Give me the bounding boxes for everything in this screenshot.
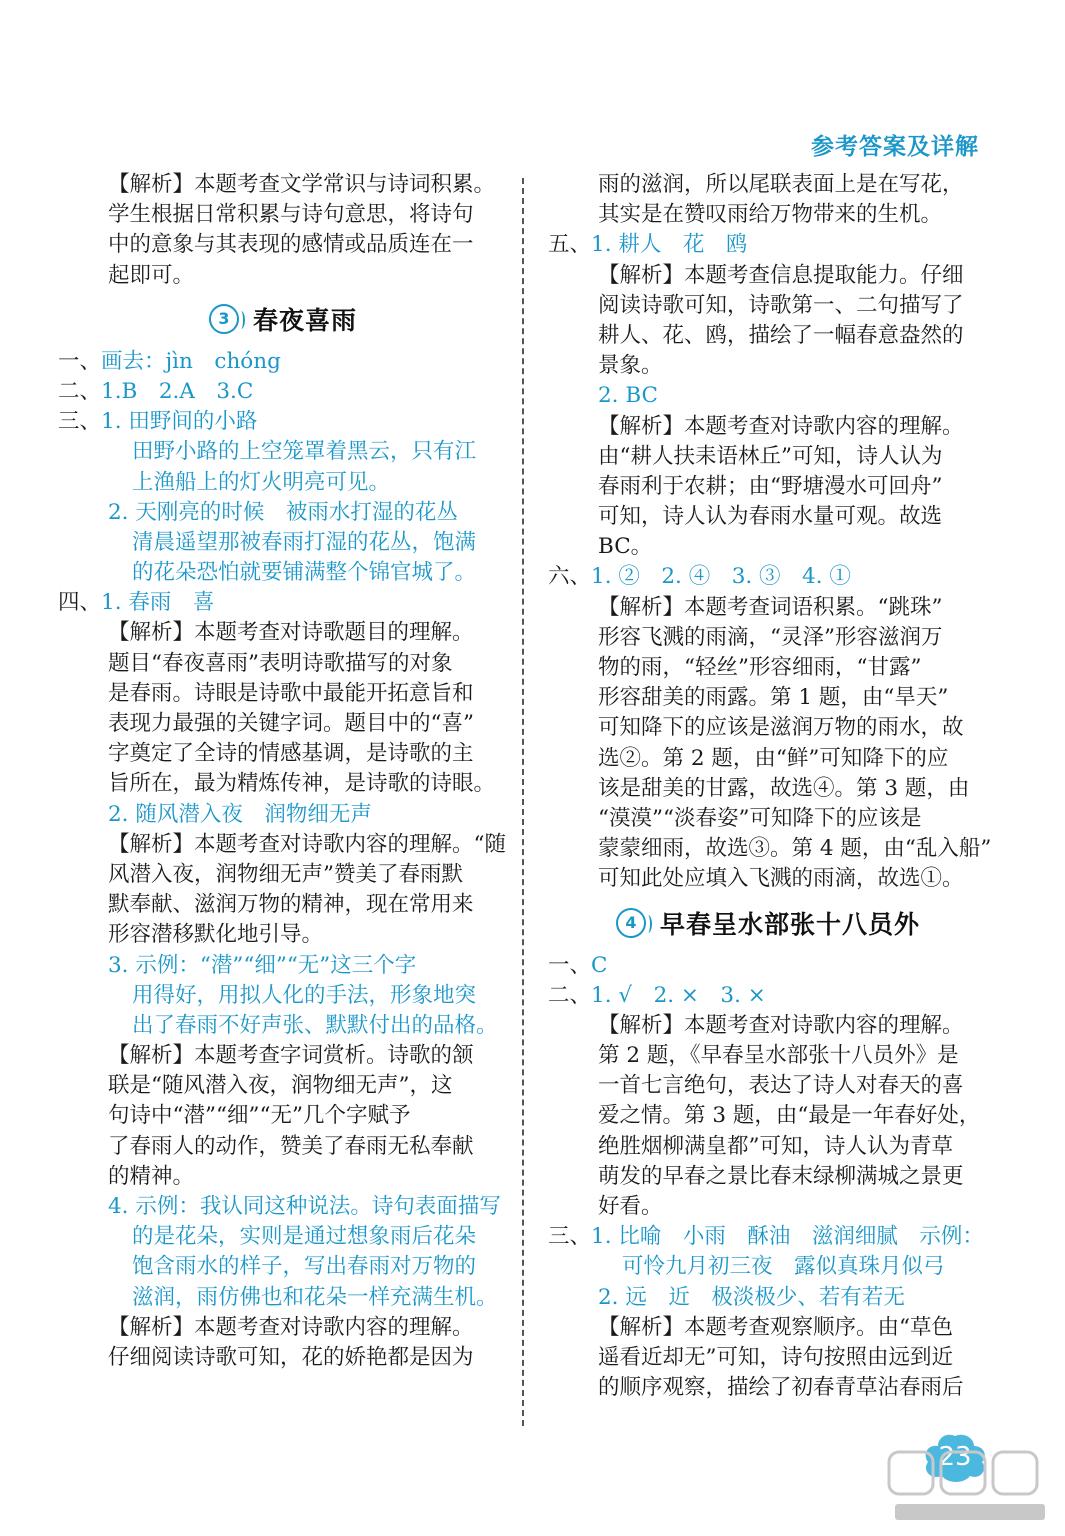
- text-line: [58, 1101, 508, 1131]
- text-line: [548, 1252, 988, 1282]
- text-line: [58, 170, 508, 200]
- text-line: [548, 321, 988, 351]
- text-line: [58, 1343, 508, 1373]
- text-line: [548, 351, 988, 381]
- answer-text: 田野小路的上空笼罩着黑云，只有江: [132, 439, 477, 465]
- answer-text: 2. BC: [598, 383, 658, 409]
- text-line: [58, 1162, 508, 1192]
- answer-text: 画去：jìn chóng: [101, 348, 281, 374]
- section-title: [548, 895, 988, 951]
- explanation-text: 好看。: [598, 1194, 663, 1219]
- explanation-text: 【解析】本题考查文学常识与诗词积累。: [108, 172, 496, 197]
- text-line: [58, 407, 508, 437]
- explanation-text: 的顺序观察，描绘了初春青草沾春雨后: [598, 1375, 964, 1401]
- explanation-text: 爱之情。第 3 题，由“最是一年春好处，: [598, 1103, 981, 1129]
- question-label: 一、: [548, 952, 592, 978]
- answer-text: 的花朵恐怕就要铺满整个锦官城了。: [132, 560, 477, 586]
- answer-text: 2. 天刚亮的时候 被雨水打湿的花丛: [108, 499, 458, 525]
- explanation-text: 【解析】本题考查对诗歌题目的理解。: [108, 620, 474, 646]
- explanation-text: 耕人、花、鸥，描绘了一幅春意盎然的: [598, 322, 964, 348]
- text-line: [548, 1071, 988, 1101]
- explanation-text: 字奠定了全诗的情感基调，是诗歌的主: [108, 741, 474, 767]
- text-line: [548, 1313, 988, 1343]
- answer-text: 1. 比喻 小雨 酥油 滋润细腻 示例：: [591, 1224, 984, 1250]
- section-title-text: 早春呈水部张十八员外: [659, 909, 920, 939]
- explanation-text: 【解析】本题考查观察顺序。由“草色: [598, 1314, 953, 1340]
- explanation-text: 由“耕人扶耒语林丘”可知，诗人认为: [598, 443, 943, 469]
- explanation-text: 该是甜美的甘露，故选④。第 3 题，由: [598, 775, 970, 801]
- text-line: [58, 498, 508, 528]
- explanation-text: 的精神。: [108, 1163, 195, 1189]
- answer-text: 清晨遥望那被春雨打湿的花丛，饱满: [132, 529, 477, 555]
- answer-text: 1.B 2.A 3.C: [101, 378, 254, 404]
- text-line: [548, 804, 988, 834]
- text-line: [58, 1011, 508, 1041]
- text-line: [548, 1192, 988, 1222]
- explanation-text: 【解析】本题考查信息提取能力。仔细: [598, 262, 964, 288]
- text-line: [58, 1192, 508, 1222]
- explanation-text: 一首七言绝句，表达了诗人对春天的喜: [598, 1073, 964, 1099]
- text-line: [548, 381, 988, 411]
- explanation-text: 其实是在赞叹雨给万物带来的生机。: [598, 202, 943, 228]
- question-label: 一、: [58, 348, 102, 374]
- explanation-text: 【解析】本题考查对诗歌内容的理解。: [598, 1012, 964, 1038]
- answer-text: 2. 远 近 极淡极少、若有若无: [598, 1284, 905, 1310]
- text-line: [58, 951, 508, 981]
- explanation-text: 蒙蒙细雨，故选③。第 4 题，由“乱入船”: [598, 836, 992, 862]
- text-line: [58, 347, 508, 377]
- text-line: [58, 649, 508, 679]
- answer-text: 3. 示例：“潜”“细”“无”这三个字: [108, 952, 417, 978]
- column-divider: [522, 178, 524, 1426]
- answer-text: 2. 随风潜入夜 润物细无声: [108, 801, 372, 827]
- right-column: [548, 170, 992, 1403]
- text-line: [548, 1222, 988, 1252]
- text-line: [548, 532, 988, 562]
- watermark-logo-icon: [883, 1446, 1053, 1526]
- explanation-text: 可知降下的应该是滋润万物的雨水，故: [598, 715, 964, 741]
- answer-text: 1. ② 2. ④ 3. ③ 4. ①: [591, 564, 851, 590]
- answer-text: 用得好，用拟人化的手法，形象地突: [132, 982, 477, 1008]
- answer-text: 可怜九月初三夜 露似真珠月似弓: [622, 1254, 945, 1280]
- explanation-text: 【解析】本题考查对诗歌内容的理解。“随: [108, 831, 506, 857]
- answer-text: 1. 田野间的小路: [101, 409, 258, 435]
- explanation-text: 可知，诗人认为春雨水量可观。故选: [598, 504, 943, 530]
- text-line: [548, 562, 988, 592]
- text-line: [58, 739, 508, 769]
- text-line: [58, 1313, 508, 1343]
- text-line: [548, 261, 988, 291]
- answer-text: 饱含雨水的样子，写出春雨对万物的: [132, 1254, 477, 1280]
- left-column: [58, 170, 508, 1373]
- text-line: [548, 864, 988, 894]
- text-line: [58, 377, 508, 407]
- text-line: [548, 593, 988, 623]
- text-line: [548, 1132, 988, 1162]
- text-line: [58, 890, 508, 920]
- text-line: [58, 468, 508, 498]
- explanation-text: 【解析】本题考查词语积累。“跳珠”: [598, 594, 943, 620]
- text-line: [548, 623, 988, 653]
- question-label: 三、: [58, 409, 102, 435]
- text-line: [58, 800, 508, 830]
- text-line: [58, 437, 508, 467]
- text-line: [548, 291, 988, 321]
- text-line: [58, 528, 508, 558]
- text-line: [548, 1041, 988, 1071]
- text-line: [58, 860, 508, 890]
- explanation-text: 物的雨，“轻丝”形容细雨，“甘露”: [598, 655, 922, 680]
- text-line: [548, 1162, 988, 1192]
- explanation-text: 绝胜烟柳满皇都”可知，诗人认为青草: [598, 1133, 953, 1159]
- text-line: [58, 981, 508, 1011]
- text-line: [58, 1132, 508, 1162]
- explanation-text: 默奉献、滋润万物的精神，现在常用来: [108, 892, 474, 918]
- answer-text: 出了春雨不好声张、默默付出的品格。: [132, 1012, 498, 1038]
- explanation-text: “漠漠”“淡春姿”可知降下的应该是: [598, 805, 922, 831]
- text-line: [548, 412, 988, 442]
- answer-text: 4. 示例：我认同这种说法。诗句表面描写: [108, 1194, 501, 1219]
- explanation-text: 了春雨人的动作，赞美了春雨无私奉献: [108, 1133, 474, 1159]
- explanation-text: 中的意象与其表现的感情或品质连在一: [108, 232, 474, 258]
- text-line: [548, 170, 988, 200]
- text-line: [548, 230, 988, 260]
- text-line: [548, 683, 988, 713]
- text-line: [548, 1343, 988, 1373]
- text-line: [548, 834, 992, 864]
- text-line: [58, 769, 508, 799]
- text-line: [58, 261, 508, 291]
- text-line: [548, 1011, 988, 1041]
- explanation-text: 形容潜移默化地引导。: [108, 922, 324, 948]
- explanation-text: 是春雨。诗眼是诗歌中最能开拓意旨和: [108, 680, 474, 706]
- page-number: 23: [938, 1442, 972, 1472]
- explanation-text: 春雨利于农耕；由“野塘漫水可回舟”: [598, 473, 943, 499]
- text-line: [58, 1041, 508, 1071]
- explanation-text: BC。: [598, 534, 653, 560]
- section-number: 4: [616, 908, 646, 938]
- explanation-text: 旨所在，最为精炼传神，是诗歌的诗眼。: [108, 771, 496, 797]
- section-title-text: 春夜喜雨: [252, 305, 357, 335]
- answer-text: C: [591, 952, 608, 978]
- text-line: [548, 713, 988, 743]
- text-line: [548, 442, 988, 472]
- section-title: [58, 291, 508, 347]
- text-line: [548, 1101, 988, 1131]
- text-line: [58, 618, 508, 648]
- text-line: [548, 1373, 988, 1403]
- explanation-text: 形容飞溅的雨滴，“灵泽”形容滋润万: [598, 624, 943, 650]
- explanation-text: 句诗中“潜”“细”“无”几个字赋予: [108, 1103, 411, 1129]
- answer-text: 1. 春雨 喜: [101, 590, 215, 616]
- text-line: [58, 588, 508, 618]
- text-line: [58, 830, 508, 860]
- explanation-text: 选②。第 2 题，由“鲜”可知降下的应: [598, 745, 949, 771]
- answer-text: 的是花朵，实则是通过想象雨后花朵: [132, 1224, 477, 1250]
- explanation-text: 起即可。: [108, 262, 195, 288]
- answer-text: 1. 耕人 花 鸥: [591, 232, 748, 258]
- text-line: [58, 558, 508, 588]
- text-line: [58, 709, 508, 739]
- explanation-text: 【解析】本题考查字词赏析。诗歌的颔: [108, 1043, 474, 1069]
- text-line: [548, 502, 988, 532]
- text-line: [548, 1283, 988, 1313]
- explanation-text: 形容甜美的雨露。第 1 题，由“旱天”: [598, 685, 949, 711]
- answer-text: 1. √ 2. × 3. ×: [591, 982, 766, 1008]
- text-line: [548, 200, 988, 230]
- explanation-text: 可知此处应填入飞溅的雨滴，故选①。: [598, 866, 964, 892]
- text-line: [58, 920, 508, 950]
- page-header: 参考答案及详解: [811, 134, 979, 160]
- answer-text: 上渔船上的灯火明亮可见。: [132, 469, 391, 495]
- answer-text: 滋润，雨仿佛也和花朵一样充满生机。: [132, 1284, 498, 1310]
- explanation-text: 【解析】本题考查对诗歌内容的理解。: [598, 413, 964, 439]
- text-line: [58, 1071, 508, 1101]
- explanation-text: 阅读诗歌可知，诗歌第一、二句描写了: [598, 292, 964, 318]
- question-label: 二、: [58, 378, 102, 404]
- text-line: [58, 1222, 508, 1252]
- explanation-text: 风潜入夜，润物细无声”赞美了春雨默: [108, 861, 463, 887]
- text-line: [58, 1283, 508, 1313]
- text-line: [548, 774, 988, 804]
- explanation-text: 萌发的早春之景比春末绿柳满城之景更: [598, 1163, 964, 1189]
- explanation-text: 学生根据日常积累与诗句意思，将诗句: [108, 202, 474, 228]
- text-line: [548, 653, 988, 683]
- text-line: [548, 951, 988, 981]
- question-label: 五、: [548, 232, 592, 258]
- explanation-text: 雨的滋润，所以尾联表面上是在写花，: [598, 172, 964, 197]
- explanation-text: 遥看近却无”可知，诗句按照由远到近: [598, 1344, 953, 1370]
- explanation-text: 仔细阅读诗歌可知，花的娇艳都是因为: [108, 1344, 474, 1370]
- explanation-text: 第 2 题，《早春呈水部张十八员外》是: [598, 1043, 959, 1069]
- explanation-text: 联是“随风潜入夜，润物细无声”，这: [108, 1073, 453, 1099]
- explanation-text: 表现力最强的关键字词。题目中的“喜”: [108, 711, 474, 736]
- question-label: 三、: [548, 1224, 592, 1250]
- text-line: [58, 1252, 508, 1282]
- explanation-text: 题目“春夜喜雨”表明诗歌描写的对象: [108, 650, 453, 676]
- text-line: [548, 981, 988, 1011]
- explanation-text: 景象。: [598, 353, 663, 379]
- section-number: 3: [209, 304, 239, 334]
- question-label: 二、: [548, 982, 592, 1008]
- text-line: [548, 744, 988, 774]
- text-line: [548, 472, 988, 502]
- text-line: [58, 230, 508, 260]
- text-line: [58, 679, 508, 709]
- text-line: [58, 200, 508, 230]
- explanation-text: 【解析】本题考查对诗歌内容的理解。: [108, 1314, 474, 1340]
- question-label: 六、: [548, 564, 592, 590]
- question-label: 四、: [58, 590, 102, 616]
